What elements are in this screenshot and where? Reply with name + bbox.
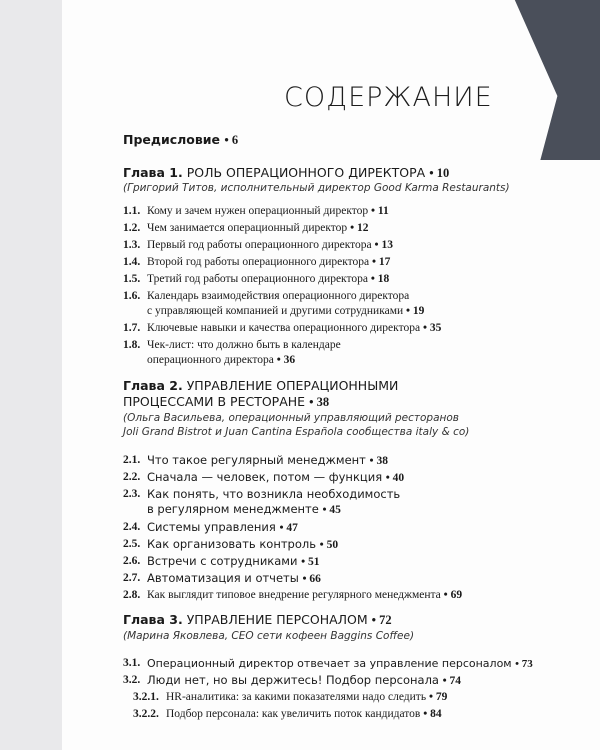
- chapter-1-heading[interactable]: [123, 165, 449, 181]
- toc-item[interactable]: [147, 673, 461, 689]
- item-title: Второй год работы операционного директора: [147, 256, 370, 268]
- chapter-title: РОЛЬ ОПЕРАЦИОННОГО ДИРЕКТОРА: [186, 165, 426, 180]
- toc-item[interactable]: [147, 204, 389, 219]
- toc-item[interactable]: [147, 272, 389, 287]
- item-title: Кому и зачем нужен операционный директор: [147, 205, 369, 217]
- toc-item-continued[interactable]: [147, 304, 424, 319]
- item-page: • 35: [422, 322, 442, 334]
- chapter-2-author: (Ольга Васильева, операционный управляющий ресторанов: [123, 412, 459, 424]
- item-number: 2.1.: [123, 454, 141, 466]
- item-page: • 47: [279, 522, 298, 534]
- item-number: 1.6.: [123, 290, 141, 302]
- item-number: 1.5.: [123, 273, 141, 285]
- toc-item[interactable]: [147, 520, 298, 536]
- chapter-page: • 10: [429, 166, 450, 180]
- item-title: Календарь взаимодействия операционного директора: [147, 290, 410, 302]
- preface-entry[interactable]: [123, 132, 238, 148]
- item-page: • 50: [319, 539, 339, 551]
- preface-label: Предисловие: [123, 132, 221, 147]
- item-number: 1.4.: [123, 256, 141, 268]
- item-title: Системы управления: [147, 520, 276, 534]
- item-page: • 51: [301, 556, 320, 568]
- item-title: Чем занимается операционный директор: [147, 222, 348, 234]
- item-title: в регулярном менеджменте: [147, 502, 319, 516]
- item-number: 1.1.: [123, 205, 141, 217]
- chapter-1-author: (Григорий Титов, исполнительный директор Good Karma Restaurants): [123, 182, 510, 194]
- item-title: Люди нет, но вы держитесь! Подбор персонала: [147, 673, 439, 687]
- item-number: 1.2.: [123, 222, 141, 234]
- chapter-label: Глава 1.: [123, 165, 183, 180]
- toc-item[interactable]: [147, 554, 320, 570]
- chapter-label: Глава 3.: [123, 612, 183, 627]
- chapter-3-author: (Марина Яковлева, CEO сети кофеен Baggins Coffee): [123, 630, 415, 642]
- item-title: HR-аналитика: за какими показателями надо следить: [166, 691, 427, 703]
- item-number: 2.3.: [123, 488, 141, 500]
- toc-item[interactable]: [147, 453, 388, 469]
- item-number: 1.8.: [123, 339, 141, 351]
- item-number: 2.7.: [123, 572, 141, 584]
- toc-item[interactable]: [147, 470, 404, 486]
- toc-item[interactable]: [147, 221, 368, 236]
- chapter-3-heading[interactable]: [123, 612, 392, 628]
- item-number: 3.2.1.: [133, 691, 159, 703]
- chapter-title: УПРАВЛЕНИЕ ПЕРСОНАЛОМ: [186, 612, 368, 627]
- chapter-2-heading[interactable]: [123, 378, 398, 394]
- item-title: Чек-лист: что должно быть в календаре: [147, 339, 341, 351]
- item-number: 2.5.: [123, 538, 141, 550]
- item-number: 2.6.: [123, 555, 141, 567]
- item-number: 3.2.: [123, 674, 141, 686]
- toc-item[interactable]: [147, 338, 341, 353]
- item-title: операционного директора: [147, 354, 274, 366]
- item-title: Подбор персонала: как увеличить поток кандидатов: [166, 708, 421, 720]
- item-title: Как организовать контроль: [147, 537, 317, 551]
- item-number: 2.8.: [123, 589, 141, 601]
- item-page: • 69: [443, 589, 463, 601]
- toc-item[interactable]: [147, 487, 400, 502]
- toc-item[interactable]: [147, 238, 393, 253]
- item-number: 1.3.: [123, 239, 141, 251]
- item-page: • 12: [350, 222, 369, 234]
- toc-item[interactable]: [147, 656, 533, 672]
- toc-item[interactable]: [147, 255, 390, 270]
- chapter-2-heading-continued[interactable]: [123, 394, 329, 410]
- item-title: Сначала — человек, потом — функция: [147, 470, 383, 484]
- item-title: Что такое регулярный менеджмент: [147, 453, 366, 467]
- item-number: 3.2.2.: [133, 708, 159, 720]
- item-number: 3.1.: [123, 657, 141, 669]
- item-page: • 84: [423, 708, 442, 720]
- chapter-2-author: Joli Grand Bistrot и Juan Cantina Española сообщества italy & co): [123, 426, 470, 438]
- toc-item[interactable]: [147, 289, 409, 304]
- toc-item[interactable]: [166, 690, 447, 705]
- item-title: Как выглядит типовое внедрение регулярного менеджмента: [147, 589, 441, 601]
- item-page: • 38: [369, 455, 388, 467]
- item-title: Третий год работы операционного директора: [147, 273, 368, 285]
- item-title: Автоматизация и отчеты: [147, 571, 299, 585]
- item-page: • 36: [276, 354, 296, 366]
- item-page: • 73: [515, 658, 533, 670]
- toc-item[interactable]: [166, 707, 442, 722]
- item-page: • 45: [322, 504, 341, 516]
- item-page: • 17: [372, 256, 391, 268]
- item-page: • 79: [428, 691, 448, 703]
- item-title: Встречи с сотрудниками: [147, 554, 298, 568]
- item-title: Операционный директор отвечает за управление персоналом: [147, 657, 512, 670]
- toc-item[interactable]: [147, 588, 462, 603]
- chapter-title: ПРОЦЕССАМИ В РЕСТОРАНЕ: [123, 394, 306, 409]
- item-page: • 11: [371, 205, 389, 217]
- toc-item[interactable]: [147, 321, 441, 336]
- toc-item-continued[interactable]: [147, 353, 295, 368]
- item-page: • 66: [302, 573, 321, 585]
- preface-page: • 6: [224, 133, 239, 147]
- item-page: • 13: [374, 239, 393, 251]
- chapter-label: Глава 2.: [123, 378, 183, 393]
- chapter-page: • 72: [371, 613, 392, 627]
- item-title: Ключевые навыки и качества операционного директора: [147, 322, 421, 334]
- page-title: СОДЕРЖАНИЕ: [284, 82, 493, 113]
- item-number: 2.2.: [123, 471, 141, 483]
- toc-item[interactable]: [147, 537, 338, 553]
- item-title: Как понять, что возникла необходимость: [147, 487, 401, 501]
- item-page: • 19: [406, 305, 425, 317]
- item-number: 1.7.: [123, 322, 141, 334]
- item-page: • 74: [442, 675, 462, 687]
- item-title: Первый год работы операционного директора: [147, 239, 372, 251]
- item-page: • 40: [385, 472, 405, 484]
- item-number: 2.4.: [123, 521, 141, 533]
- toc-item-continued[interactable]: [147, 502, 341, 518]
- chapter-title: УПРАВЛЕНИЕ ОПЕРАЦИОННЫМИ: [186, 378, 399, 393]
- item-page: • 18: [370, 273, 390, 285]
- toc-item[interactable]: [147, 571, 321, 587]
- chapter-page: • 38: [309, 395, 330, 409]
- item-title: с управляющей компанией и другими сотрудниками: [147, 305, 404, 317]
